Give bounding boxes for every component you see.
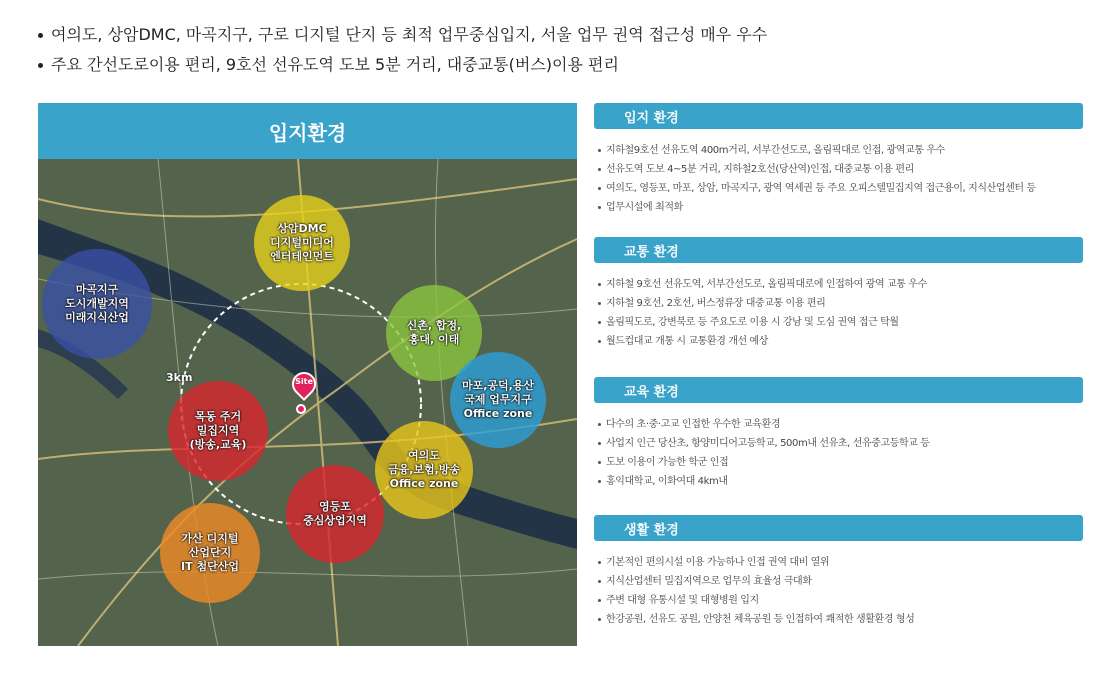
section-list bbox=[594, 129, 1083, 237]
zone-sangam-dmc: 상암DMC 디지털미디어 엔터테인먼트 bbox=[254, 195, 350, 291]
section-title: 생활 환경 bbox=[594, 515, 1083, 541]
bullet-dot bbox=[38, 33, 43, 38]
zone-mokdong: 목동 주거 밀집지역 (방송,교육) bbox=[168, 381, 268, 481]
section-title: 교육 환경 bbox=[594, 377, 1083, 403]
environment-sections bbox=[594, 103, 1083, 629]
section-education bbox=[594, 377, 1083, 515]
top-bullet-list bbox=[38, 20, 767, 80]
zone-yeouido: 여의도 금융,보험,방송 Office zone bbox=[375, 421, 473, 519]
list-item: 기본적인 편의시설 이용 가능하나 인접 권역 대비 열위 bbox=[598, 553, 1083, 572]
list-item: 여의도, 영등포, 마포, 상암, 마곡지구, 광역 역세권 등 주요 오피스텔밀집지역 접근용이, 지식산업센터 등 bbox=[598, 179, 1083, 198]
zone-mapo-yongsan: 마포,공덕,용산 국제 업무지구 Office zone bbox=[450, 352, 546, 448]
top-bullet-text: 주요 간선도로이용 편리, 9호선 선유도역 도보 5분 거리, 대중교통(버스)이용 편리 bbox=[51, 55, 619, 74]
section-title: 입지 환경 bbox=[594, 103, 1083, 129]
list-item: 지하철9호선 선유도역 400m거리, 서부간선도로, 올림픽대로 인접, 광역교통 우수 bbox=[598, 141, 1083, 160]
section-list bbox=[594, 403, 1083, 515]
section-title: 교통 환경 bbox=[594, 237, 1083, 263]
list-item: 선유도역 도보 4~5분 거리, 지하철2호선(당산역)인접, 대중교통 이용 편리 bbox=[598, 160, 1083, 179]
top-bullet-item bbox=[38, 50, 767, 80]
location-map-panel bbox=[38, 103, 577, 646]
section-list bbox=[594, 263, 1083, 377]
list-item: 도보 이용이 가능한 학군 인접 bbox=[598, 453, 1083, 472]
list-item: 홍익대학교, 이화여대 4km내 bbox=[598, 472, 1083, 491]
site-marker-icon bbox=[289, 372, 319, 402]
zone-gasan-digital: 가산 디지털 산업단지 IT 첨단산업 bbox=[160, 503, 260, 603]
list-item: 지하철 9호선 선유도역, 서부간선도로, 올림픽대로에 인접하여 광역 교통 우수 bbox=[598, 275, 1083, 294]
section-list bbox=[594, 541, 1083, 629]
top-bullet-text: 여의도, 상암DMC, 마곡지구, 구로 디지털 단지 등 최적 업무중심입지, 서울 업무 권역 접근성 매우 우수 bbox=[51, 25, 768, 44]
section-living bbox=[594, 515, 1083, 629]
list-item: 주변 대형 유통시설 및 대형병원 입지 bbox=[598, 591, 1083, 610]
radius-label: 3km bbox=[166, 371, 193, 384]
list-item: 다수의 초·중·고교 인접한 우수한 교육환경 bbox=[598, 415, 1083, 434]
section-transport bbox=[594, 237, 1083, 377]
zone-yeongdeungpo: 영등포 중심상업지역 bbox=[286, 465, 384, 563]
list-item: 지하철 9호선, 2호선, 버스정류장 대중교통 이용 편리 bbox=[598, 294, 1083, 313]
list-item: 지식산업센터 밀집지역으로 업무의 효율성 극대화 bbox=[598, 572, 1083, 591]
site-point bbox=[296, 404, 306, 414]
list-item: 월드컵대교 개통 시 교통환경 개선 예상 bbox=[598, 332, 1083, 351]
zone-magok: 마곡지구 도시개발지역 미래지식산업 bbox=[42, 249, 152, 359]
bullet-dot bbox=[38, 63, 43, 68]
section-location bbox=[594, 103, 1083, 237]
location-map bbox=[38, 159, 577, 646]
list-item: 사업지 인근 당산초, 항양미디어고등학교, 500m내 선유초, 선유중고등학교 등 bbox=[598, 434, 1083, 453]
map-title: 입지환경 bbox=[38, 103, 577, 159]
top-bullet-item bbox=[38, 20, 767, 50]
site-label: Site bbox=[295, 377, 313, 386]
list-item: 올림픽도로, 강변북로 등 주요도로 이용 시 강남 및 도심 권역 접근 탁월 bbox=[598, 313, 1083, 332]
list-item: 업무시설에 최적화 bbox=[598, 198, 1083, 217]
zone-sinchon-hongdae: 신촌, 합정, 홍대, 이태 bbox=[386, 285, 482, 381]
list-item: 한강공원, 선유도 공원, 안양천 체육공원 등 인접하여 쾌적한 생활환경 형성 bbox=[598, 610, 1083, 629]
